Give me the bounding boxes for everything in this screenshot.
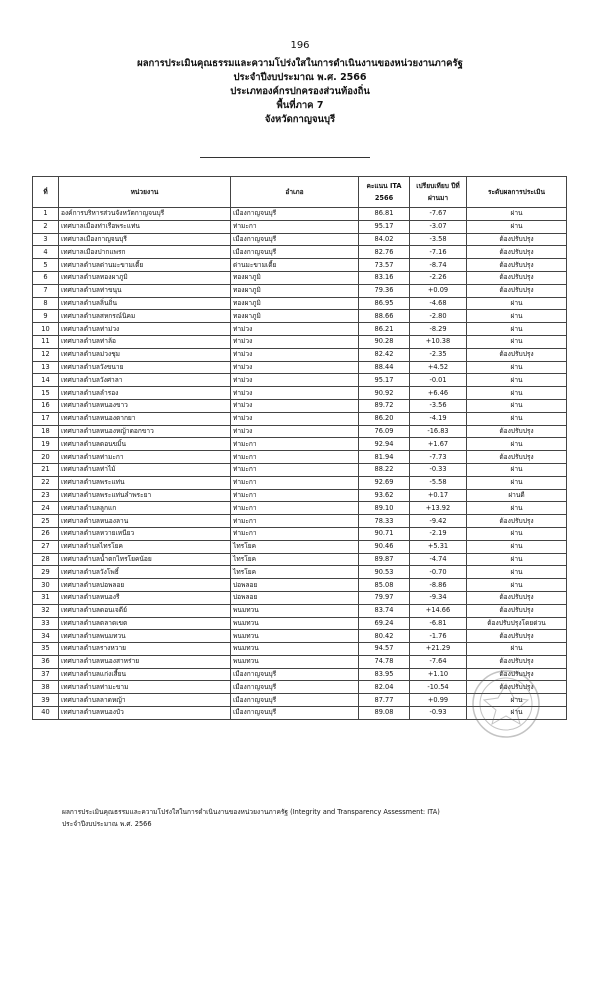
cell-score: 92.94 <box>359 438 410 451</box>
table-row <box>33 387 567 400</box>
cell-agency: เทศบาลตำบลรางหวาย <box>59 643 231 656</box>
header-diff: เปรียบเทียบ ปีที่ผ่านมา <box>410 177 467 208</box>
cell-score: 90.46 <box>359 540 410 553</box>
cell-result: ต้องปรับปรุง <box>467 655 567 668</box>
cell-district: พนมทวน <box>231 630 359 643</box>
cell-agency: เทศบาลตำบลหนองลาน <box>59 515 231 528</box>
table-row <box>33 438 567 451</box>
table-header-row <box>33 177 567 208</box>
cell-score: 88.66 <box>359 310 410 323</box>
cell-result: ผ่าน <box>467 540 567 553</box>
cell-diff: +0.17 <box>410 489 467 502</box>
cell-diff: -9.42 <box>410 515 467 528</box>
title-line-1: ผลการประเมินคุณธรรมและความโปร่งใสในการดำเนินงานของหน่วยงานภาครัฐ <box>137 58 463 69</box>
cell-agency: เทศบาลตำบลตลาดเขต <box>59 617 231 630</box>
cell-diff: -16.83 <box>410 425 467 438</box>
cell-result: ต้องปรับปรุง <box>467 233 567 246</box>
cell-no: 4 <box>33 246 59 259</box>
cell-no: 23 <box>33 489 59 502</box>
footnote-line-2: ประจำปีงบประมาณ พ.ศ. 2566 <box>62 820 152 828</box>
table-row <box>33 374 567 387</box>
cell-agency: เทศบาลตำบลท่าม่วง <box>59 323 231 336</box>
table-row <box>33 297 567 310</box>
cell-score: 86.81 <box>359 208 410 221</box>
cell-diff: +0.99 <box>410 694 467 707</box>
cell-diff: +0.09 <box>410 284 467 297</box>
cell-result: ผ่าน <box>467 220 567 233</box>
cell-agency: เทศบาลตำบลวังศาลา <box>59 374 231 387</box>
cell-no: 11 <box>33 335 59 348</box>
cell-district: เมืองกาญจนบุรี <box>231 668 359 681</box>
cell-score: 86.21 <box>359 323 410 336</box>
cell-district: ท่ามะกา <box>231 476 359 489</box>
cell-agency: เทศบาลตำบลหวายเหนียว <box>59 527 231 540</box>
cell-district: ด่านมะขามเตี้ย <box>231 259 359 272</box>
cell-diff: -6.81 <box>410 617 467 630</box>
cell-result: ต้องปรับปรุง <box>467 425 567 438</box>
cell-district: พนมทวน <box>231 617 359 630</box>
cell-district: บ่อพลอย <box>231 591 359 604</box>
cell-no: 27 <box>33 540 59 553</box>
cell-score: 82.42 <box>359 348 410 361</box>
cell-agency: เทศบาลตำบลท่าล้อ <box>59 335 231 348</box>
cell-district: พนมทวน <box>231 655 359 668</box>
cell-score: 83.74 <box>359 604 410 617</box>
cell-diff: +10.38 <box>410 335 467 348</box>
cell-agency: เทศบาลตำบลด่านมะขามเตี้ย <box>59 259 231 272</box>
cell-district: เมืองกาญจนบุรี <box>231 208 359 221</box>
cell-diff: +14.66 <box>410 604 467 617</box>
cell-district: ท่ามะกา <box>231 220 359 233</box>
table-body <box>33 208 567 720</box>
footnote-line-1: ผลการประเมินคุณธรรมและความโปร่งใสในการดำเนินงานของหน่วยงานภาครัฐ (Integrity and Transparency Assessment: ITA) <box>62 808 440 816</box>
cell-result: ผ่าน <box>467 476 567 489</box>
cell-no: 31 <box>33 591 59 604</box>
cell-no: 8 <box>33 297 59 310</box>
cell-no: 22 <box>33 476 59 489</box>
cell-diff: -7.73 <box>410 451 467 464</box>
cell-result: ผ่าน <box>467 387 567 400</box>
cell-agency: เทศบาลตำบลแก่งเสี้ยน <box>59 668 231 681</box>
cell-district: พนมทวน <box>231 604 359 617</box>
cell-score: 87.77 <box>359 694 410 707</box>
cell-district: พนมทวน <box>231 643 359 656</box>
cell-score: 81.94 <box>359 451 410 464</box>
cell-district: ท่ามะกา <box>231 438 359 451</box>
cell-result: ผ่าน <box>467 579 567 592</box>
cell-no: 20 <box>33 451 59 464</box>
cell-district: เมืองกาญจนบุรี <box>231 707 359 720</box>
cell-no: 14 <box>33 374 59 387</box>
cell-district: ท่าม่วง <box>231 323 359 336</box>
title-line-2: ประจำปีงบประมาณ พ.ศ. 2566 <box>233 72 367 83</box>
cell-agency: เทศบาลตำบลหนองสาหร่าย <box>59 655 231 668</box>
cell-district: ท่าม่วง <box>231 425 359 438</box>
cell-district: ไทรโยค <box>231 540 359 553</box>
cell-district: ท่าม่วง <box>231 399 359 412</box>
cell-district: ทองผาภูมิ <box>231 271 359 284</box>
cell-diff: +6.46 <box>410 387 467 400</box>
cell-score: 73.57 <box>359 259 410 272</box>
cell-no: 40 <box>33 707 59 720</box>
cell-district: เมืองกาญจนบุรี <box>231 681 359 694</box>
cell-diff: -8.74 <box>410 259 467 272</box>
cell-district: ท่าม่วง <box>231 387 359 400</box>
cell-district: ท่าม่วง <box>231 348 359 361</box>
cell-district: ท่ามะกา <box>231 463 359 476</box>
cell-score: 95.17 <box>359 374 410 387</box>
cell-district: เมืองกาญจนบุรี <box>231 233 359 246</box>
header-result: ระดับผลการประเมิน <box>467 177 567 208</box>
cell-no: 3 <box>33 233 59 246</box>
cell-result: ผ่าน <box>467 694 567 707</box>
cell-diff: -0.01 <box>410 374 467 387</box>
table-row <box>33 451 567 464</box>
cell-no: 12 <box>33 348 59 361</box>
cell-agency: เทศบาลตำบลน้ำตกไทรโยคน้อย <box>59 553 231 566</box>
table-row <box>33 604 567 617</box>
cell-diff: -7.16 <box>410 246 467 259</box>
cell-diff: -0.70 <box>410 566 467 579</box>
cell-no: 38 <box>33 681 59 694</box>
header-district: อำเภอ <box>231 177 359 208</box>
cell-no: 28 <box>33 553 59 566</box>
cell-diff: -3.07 <box>410 220 467 233</box>
cell-no: 13 <box>33 361 59 374</box>
cell-agency: เทศบาลตำบลหนองตากยา <box>59 412 231 425</box>
cell-score: 79.36 <box>359 284 410 297</box>
cell-result: ต้องปรับปรุง <box>467 259 567 272</box>
cell-district: ทองผาภูมิ <box>231 297 359 310</box>
cell-district: ท่ามะกา <box>231 527 359 540</box>
cell-district: ท่ามะกา <box>231 515 359 528</box>
cell-diff: -9.34 <box>410 591 467 604</box>
cell-score: 88.22 <box>359 463 410 476</box>
cell-result: ผ่าน <box>467 297 567 310</box>
page-number: 196 <box>290 40 310 51</box>
cell-score: 69.24 <box>359 617 410 630</box>
cell-no: 24 <box>33 502 59 515</box>
table-row <box>33 463 567 476</box>
cell-agency: เทศบาลตำบลท่าขนุน <box>59 284 231 297</box>
table-row <box>33 643 567 656</box>
header-score: คะแนน ITA 2566 <box>359 177 410 208</box>
table-row <box>33 553 567 566</box>
cell-result: ผ่าน <box>467 566 567 579</box>
cell-diff: -10.54 <box>410 681 467 694</box>
cell-no: 34 <box>33 630 59 643</box>
table-row <box>33 335 567 348</box>
table-row <box>33 220 567 233</box>
cell-agency: เทศบาลตำบลลูกแก <box>59 502 231 515</box>
cell-agency: เทศบาลตำบลลิ่นถิ่น <box>59 297 231 310</box>
cell-no: 15 <box>33 387 59 400</box>
table-row <box>33 502 567 515</box>
cell-district: ท่าม่วง <box>231 412 359 425</box>
cell-score: 86.95 <box>359 297 410 310</box>
cell-no: 5 <box>33 259 59 272</box>
cell-result: ต้องปรับปรุงโดยด่วน <box>467 617 567 630</box>
header-agency: หน่วยงาน <box>59 177 231 208</box>
cell-score: 90.53 <box>359 566 410 579</box>
table-row <box>33 630 567 643</box>
title-line-5: จังหวัดกาญจนบุรี <box>264 114 336 125</box>
cell-result: ผ่าน <box>467 335 567 348</box>
cell-no: 19 <box>33 438 59 451</box>
cell-agency: เทศบาลเมืองกาญจนบุรี <box>59 233 231 246</box>
cell-result: ผ่าน <box>467 412 567 425</box>
cell-district: ท่ามะกา <box>231 489 359 502</box>
cell-score: 74.78 <box>359 655 410 668</box>
cell-no: 16 <box>33 399 59 412</box>
cell-agency: เทศบาลตำบลหนองขาว <box>59 399 231 412</box>
cell-no: 39 <box>33 694 59 707</box>
cell-diff: -4.68 <box>410 297 467 310</box>
table-row <box>33 412 567 425</box>
cell-agency: เทศบาลเมืองปากแพรก <box>59 246 231 259</box>
table-row <box>33 579 567 592</box>
cell-result: ต้องปรับปรุง <box>467 246 567 259</box>
cell-diff: +13.92 <box>410 502 467 515</box>
table-row <box>33 566 567 579</box>
cell-agency: เทศบาลตำบลม่วงชุม <box>59 348 231 361</box>
cell-diff: +1.67 <box>410 438 467 451</box>
cell-no: 9 <box>33 310 59 323</box>
cell-result: ต้องปรับปรุง <box>467 630 567 643</box>
table-row <box>33 425 567 438</box>
cell-score: 95.17 <box>359 220 410 233</box>
cell-no: 37 <box>33 668 59 681</box>
cell-diff: -7.64 <box>410 655 467 668</box>
table-row <box>33 233 567 246</box>
table-row <box>33 348 567 361</box>
cell-no: 6 <box>33 271 59 284</box>
cell-district: เมืองกาญจนบุรี <box>231 694 359 707</box>
cell-agency: เทศบาลเมืองท่าเรือพระแท่น <box>59 220 231 233</box>
cell-result: ผ่าน <box>467 643 567 656</box>
cell-no: 36 <box>33 655 59 668</box>
cell-agency: เทศบาลตำบลดอนขมิ้น <box>59 438 231 451</box>
cell-result: ต้องปรับปรุง <box>467 451 567 464</box>
cell-district: ท่ามะกา <box>231 451 359 464</box>
cell-score: 78.33 <box>359 515 410 528</box>
cell-result: ผ่าน <box>467 208 567 221</box>
cell-result: ต้องปรับปรุง <box>467 668 567 681</box>
cell-agency: เทศบาลตำบลพนมทวน <box>59 630 231 643</box>
table-row <box>33 259 567 272</box>
cell-result: ผ่าน <box>467 399 567 412</box>
cell-diff: -3.56 <box>410 399 467 412</box>
cell-score: 89.72 <box>359 399 410 412</box>
cell-score: 90.28 <box>359 335 410 348</box>
cell-score: 89.87 <box>359 553 410 566</box>
cell-score: 89.08 <box>359 707 410 720</box>
table-row <box>33 271 567 284</box>
cell-no: 33 <box>33 617 59 630</box>
cell-score: 79.97 <box>359 591 410 604</box>
table-row <box>33 208 567 221</box>
cell-district: บ่อพลอย <box>231 579 359 592</box>
cell-result: ผ่าน <box>467 310 567 323</box>
cell-no: 32 <box>33 604 59 617</box>
cell-result: ต้องปรับปรุง <box>467 284 567 297</box>
title-divider <box>200 157 370 158</box>
table-row <box>33 591 567 604</box>
cell-diff: +1.10 <box>410 668 467 681</box>
table-row <box>33 361 567 374</box>
cell-district: ไทรโยค <box>231 566 359 579</box>
cell-district: ท่าม่วง <box>231 361 359 374</box>
cell-result: ผ่าน <box>467 323 567 336</box>
cell-no: 30 <box>33 579 59 592</box>
cell-result: ต้องปรับปรุง <box>467 604 567 617</box>
cell-agency: เทศบาลตำบลวังโพธิ์ <box>59 566 231 579</box>
cell-diff: +21.29 <box>410 643 467 656</box>
table-row <box>33 655 567 668</box>
cell-agency: เทศบาลตำบลทองผาภูมิ <box>59 271 231 284</box>
cell-agency: เทศบาลตำบลท่าไม้ <box>59 463 231 476</box>
table-row <box>33 323 567 336</box>
cell-score: 94.57 <box>359 643 410 656</box>
cell-score: 83.95 <box>359 668 410 681</box>
cell-district: ท่ามะกา <box>231 502 359 515</box>
cell-result: ผ่านดี <box>467 489 567 502</box>
cell-agency: เทศบาลตำบลท่ามะกา <box>59 451 231 464</box>
cell-diff: -4.19 <box>410 412 467 425</box>
cell-no: 21 <box>33 463 59 476</box>
cell-no: 7 <box>33 284 59 297</box>
cell-diff: -2.26 <box>410 271 467 284</box>
cell-score: 90.71 <box>359 527 410 540</box>
cell-score: 89.10 <box>359 502 410 515</box>
cell-diff: -7.67 <box>410 208 467 221</box>
footnote <box>62 806 562 830</box>
cell-result: ผ่าน <box>467 502 567 515</box>
cell-no: 10 <box>33 323 59 336</box>
cell-result: ผ่าน <box>467 463 567 476</box>
cell-score: 88.44 <box>359 361 410 374</box>
cell-diff: -8.29 <box>410 323 467 336</box>
cell-no: 2 <box>33 220 59 233</box>
cell-district: ท่าม่วง <box>231 335 359 348</box>
cell-result: ผ่าน <box>467 553 567 566</box>
cell-district: ทองผาภูมิ <box>231 310 359 323</box>
cell-district: ทองผาภูมิ <box>231 284 359 297</box>
cell-diff: -8.86 <box>410 579 467 592</box>
cell-score: 83.16 <box>359 271 410 284</box>
cell-diff: -2.35 <box>410 348 467 361</box>
cell-score: 92.69 <box>359 476 410 489</box>
table-row <box>33 617 567 630</box>
cell-score: 93.62 <box>359 489 410 502</box>
cell-agency: เทศบาลตำบลดอนเจดีย์ <box>59 604 231 617</box>
cell-agency: เทศบาลตำบลหนองหญ้าดอกขาว <box>59 425 231 438</box>
cell-result: ผ่าน <box>467 527 567 540</box>
cell-result: ต้องปรับปรุง <box>467 681 567 694</box>
cell-no: 17 <box>33 412 59 425</box>
cell-diff: -5.58 <box>410 476 467 489</box>
cell-score: 82.04 <box>359 681 410 694</box>
cell-district: ไทรโยค <box>231 553 359 566</box>
header-no: ที่ <box>33 177 59 208</box>
cell-diff: -0.33 <box>410 463 467 476</box>
cell-score: 90.92 <box>359 387 410 400</box>
cell-district: ท่าม่วง <box>231 374 359 387</box>
cell-score: 85.08 <box>359 579 410 592</box>
cell-agency: เทศบาลตำบลหนองบัว <box>59 707 231 720</box>
table-row <box>33 527 567 540</box>
cell-diff: +4.52 <box>410 361 467 374</box>
cell-result: ผ่าน <box>467 707 567 720</box>
table-row <box>33 399 567 412</box>
cell-no: 35 <box>33 643 59 656</box>
title-line-3: ประเภทองค์กรปกครองส่วนท้องถิ่น <box>230 86 370 97</box>
cell-result: ต้องปรับปรุง <box>467 271 567 284</box>
cell-agency: เทศบาลตำบลพระแท่นลำพระยา <box>59 489 231 502</box>
cell-agency: เทศบาลตำบลวังขนาย <box>59 361 231 374</box>
cell-result: ต้องปรับปรุง <box>467 515 567 528</box>
title-line-4: พื้นที่ภาค 7 <box>276 100 324 111</box>
table-row <box>33 489 567 502</box>
table-row <box>33 476 567 489</box>
cell-result: ต้องปรับปรุง <box>467 348 567 361</box>
cell-result: ผ่าน <box>467 374 567 387</box>
table-row <box>33 515 567 528</box>
cell-score: 82.76 <box>359 246 410 259</box>
ita-results-table <box>32 176 567 720</box>
cell-agency: เทศบาลตำบลหนองรี <box>59 591 231 604</box>
cell-agency: เทศบาลตำบลลำรอง <box>59 387 231 400</box>
cell-agency: เทศบาลตำบลท่ามะขาม <box>59 681 231 694</box>
cell-district: เมืองกาญจนบุรี <box>231 246 359 259</box>
cell-score: 84.02 <box>359 233 410 246</box>
cell-diff: -1.76 <box>410 630 467 643</box>
cell-diff: -0.93 <box>410 707 467 720</box>
cell-diff: +5.31 <box>410 540 467 553</box>
cell-diff: -2.80 <box>410 310 467 323</box>
cell-score: 76.09 <box>359 425 410 438</box>
cell-diff: -4.74 <box>410 553 467 566</box>
cell-agency: เทศบาลตำบลไทรโยค <box>59 540 231 553</box>
cell-no: 25 <box>33 515 59 528</box>
cell-agency: เทศบาลตำบลลาดหญ้า <box>59 694 231 707</box>
cell-agency: เทศบาลตำบลบ่อพลอย <box>59 579 231 592</box>
cell-score: 86.20 <box>359 412 410 425</box>
cell-agency: เทศบาลตำบลพระแท่น <box>59 476 231 489</box>
cell-agency: เทศบาลตำบลสหกรณ์นิคม <box>59 310 231 323</box>
cell-no: 1 <box>33 208 59 221</box>
cell-no: 18 <box>33 425 59 438</box>
cell-no: 29 <box>33 566 59 579</box>
table-row <box>33 540 567 553</box>
cell-diff: -3.58 <box>410 233 467 246</box>
cell-result: ผ่าน <box>467 361 567 374</box>
cell-result: ผ่าน <box>467 438 567 451</box>
cell-no: 26 <box>33 527 59 540</box>
table-row <box>33 246 567 259</box>
cell-score: 80.42 <box>359 630 410 643</box>
table-row <box>33 310 567 323</box>
official-seal-icon <box>470 668 542 740</box>
cell-agency: องค์การบริหารส่วนจังหวัดกาญจนบุรี <box>59 208 231 221</box>
cell-diff: -2.19 <box>410 527 467 540</box>
document-title <box>60 57 540 127</box>
table-row <box>33 284 567 297</box>
cell-result: ต้องปรับปรุง <box>467 591 567 604</box>
